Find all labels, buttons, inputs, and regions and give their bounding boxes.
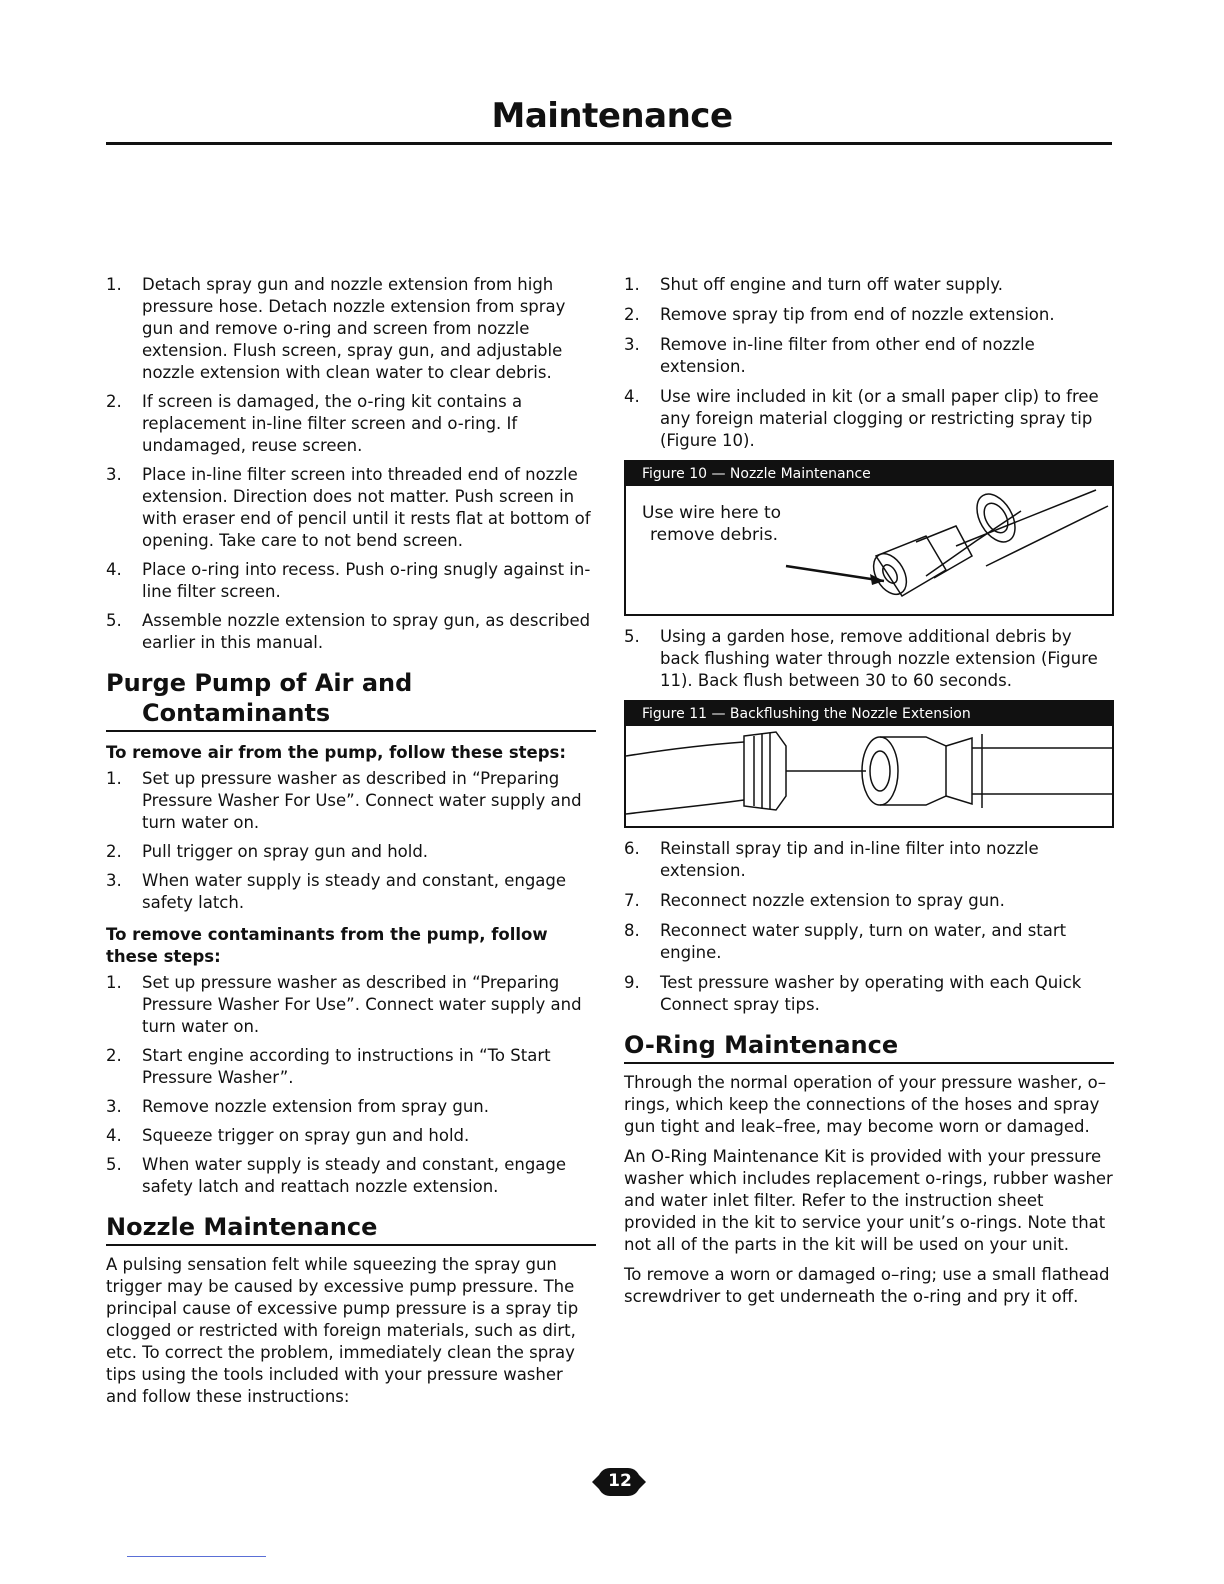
figure-10-caption: Figure 10 — Nozzle Maintenance (626, 462, 1112, 486)
left-column (106, 274, 596, 1416)
figure-10-body (626, 486, 1112, 614)
list-item: 1. Set up pressure washer as described in “Preparing Pressure Washer For Use”. Connect water supply and turn water on. (106, 769, 582, 832)
nozzle-steps-list-b (624, 626, 1114, 692)
page-number: 12 (608, 1471, 632, 1491)
title-rule (106, 142, 1112, 145)
nozzle-maintenance-paragraph: A pulsing sensation felt while squeezing the spray gun trigger may be caused by excessive pump pressure. The principal cause of excessive pump pressure is a spray tip clogged or restricted with foreign materials, such as dirt, etc. To correct the problem, immediately clean the spray tips using the tools included with your pressure washer and follow these instructions: (106, 1255, 579, 1406)
list-item: 2. If screen is damaged, the o-ring kit contains a replacement in-line filter screen and o-ring. If undamaged, reuse screen. (106, 392, 523, 455)
air-subheading: To remove air from the pump, follow these steps: (106, 743, 566, 762)
nozzle-steps-list-c (624, 838, 1114, 1016)
contaminants-steps-list (106, 972, 596, 1198)
purge-pump-heading: Purge Pump of Air and Contaminants (106, 668, 596, 732)
nozzle-steps-list-a (624, 274, 1114, 452)
footer-link-underline (127, 1556, 266, 1557)
list-item: 3. Remove nozzle extension from spray gun. (106, 1097, 489, 1116)
list-item: 7. Reconnect nozzle extension to spray gun. (624, 891, 1005, 910)
figure-11 (624, 700, 1114, 828)
list-item: 9. Test pressure washer by operating with each Quick Connect spray tips. (624, 973, 1082, 1014)
nozzle-illustration (626, 486, 1112, 614)
page-title: Maintenance (491, 96, 733, 136)
oring-paragraph: Through the normal operation of your pressure washer, o–rings, which keep the connections of the hoses and spray gun tight and leak–free, may become worn or damaged. (624, 1073, 1106, 1136)
list-item: 5. Using a garden hose, remove additional debris by back flushing water through nozzle extension (Figure 11). Back flush between 30 to 60 seconds. (624, 627, 1098, 690)
list-item: 3. When water supply is steady and constant, engage safety latch. (106, 871, 567, 912)
list-item: 4. Use wire included in kit (or a small paper clip) to free any foreign material clogging or restricting spray tip (Figure 10). (624, 387, 1099, 450)
list-item: 2. Start engine according to instructions in “To Start Pressure Washer”. (106, 1046, 551, 1087)
list-item: 3. Remove in-line filter from other end of nozzle extension. (624, 335, 1035, 376)
list-item: 8. Reconnect water supply, turn on water, and start engine. (624, 921, 1067, 962)
oring-paragraph: An O-Ring Maintenance Kit is provided with your pressure washer which includes replacement o-rings, rubber washer and water inlet filter. Refer to the instruction sheet provided in the kit to service your unit’s o-rings. Note that not all of the parts in the kit will be used on your unit. (624, 1147, 1113, 1254)
list-item: 1. Detach spray gun and nozzle extension from high pressure hose. Detach nozzle extension from spray gun and remove o-ring and screen from nozzle extension. Flush screen, spray gun, and adjustable nozzle extension with clean water to clear debris. (106, 275, 566, 382)
list-item: 5. When water supply is steady and constant, engage safety latch and reattach nozzle extension. (106, 1155, 567, 1196)
list-item: 4. Squeeze trigger on spray gun and hold. (106, 1126, 470, 1145)
list-item: 5. Assemble nozzle extension to spray gun, as described earlier in this manual. (106, 611, 591, 652)
figure-11-body (626, 726, 1112, 826)
air-steps-list (106, 768, 596, 914)
figure-10-label: Use wire here to remove debris. (642, 503, 782, 545)
nozzle-maintenance-heading: Nozzle Maintenance (106, 1212, 596, 1246)
oring-maintenance-heading: O-Ring Maintenance (624, 1030, 1114, 1064)
list-item: 1. Set up pressure washer as described in “Preparing Pressure Washer For Use”. Connect water supply and turn water on. (106, 973, 582, 1036)
backflush-illustration (626, 726, 1112, 826)
list-item: 1. Shut off engine and turn off water supply. (624, 275, 1003, 294)
list-item: 4. Place o-ring into recess. Push o-ring snugly against in-line filter screen. (106, 560, 591, 601)
list-item: 2. Remove spray tip from end of nozzle extension. (624, 305, 1055, 324)
list-item: 3. Place in-line filter screen into threaded end of nozzle extension. Direction does not matter. Push screen in with eraser end of pencil until it rests flat at bottom of opening. Take care to not bend screen. (106, 465, 591, 550)
list-item: 6. Reinstall spray tip and in-line filter into nozzle extension. (624, 839, 1039, 880)
page-number-badge (590, 1462, 650, 1502)
figure-10 (624, 460, 1114, 616)
list-item: 2. Pull trigger on spray gun and hold. (106, 842, 429, 861)
figure-11-caption: Figure 11 — Backflushing the Nozzle Extension (626, 702, 1112, 726)
right-column (624, 274, 1114, 1316)
contaminants-subheading: To remove contaminants from the pump, follow these steps: (106, 925, 548, 966)
oring-paragraph: To remove a worn or damaged o–ring; use a small flathead screwdriver to get underneath the o-ring and pry it off. (624, 1265, 1110, 1306)
screen-steps-list (106, 274, 596, 654)
